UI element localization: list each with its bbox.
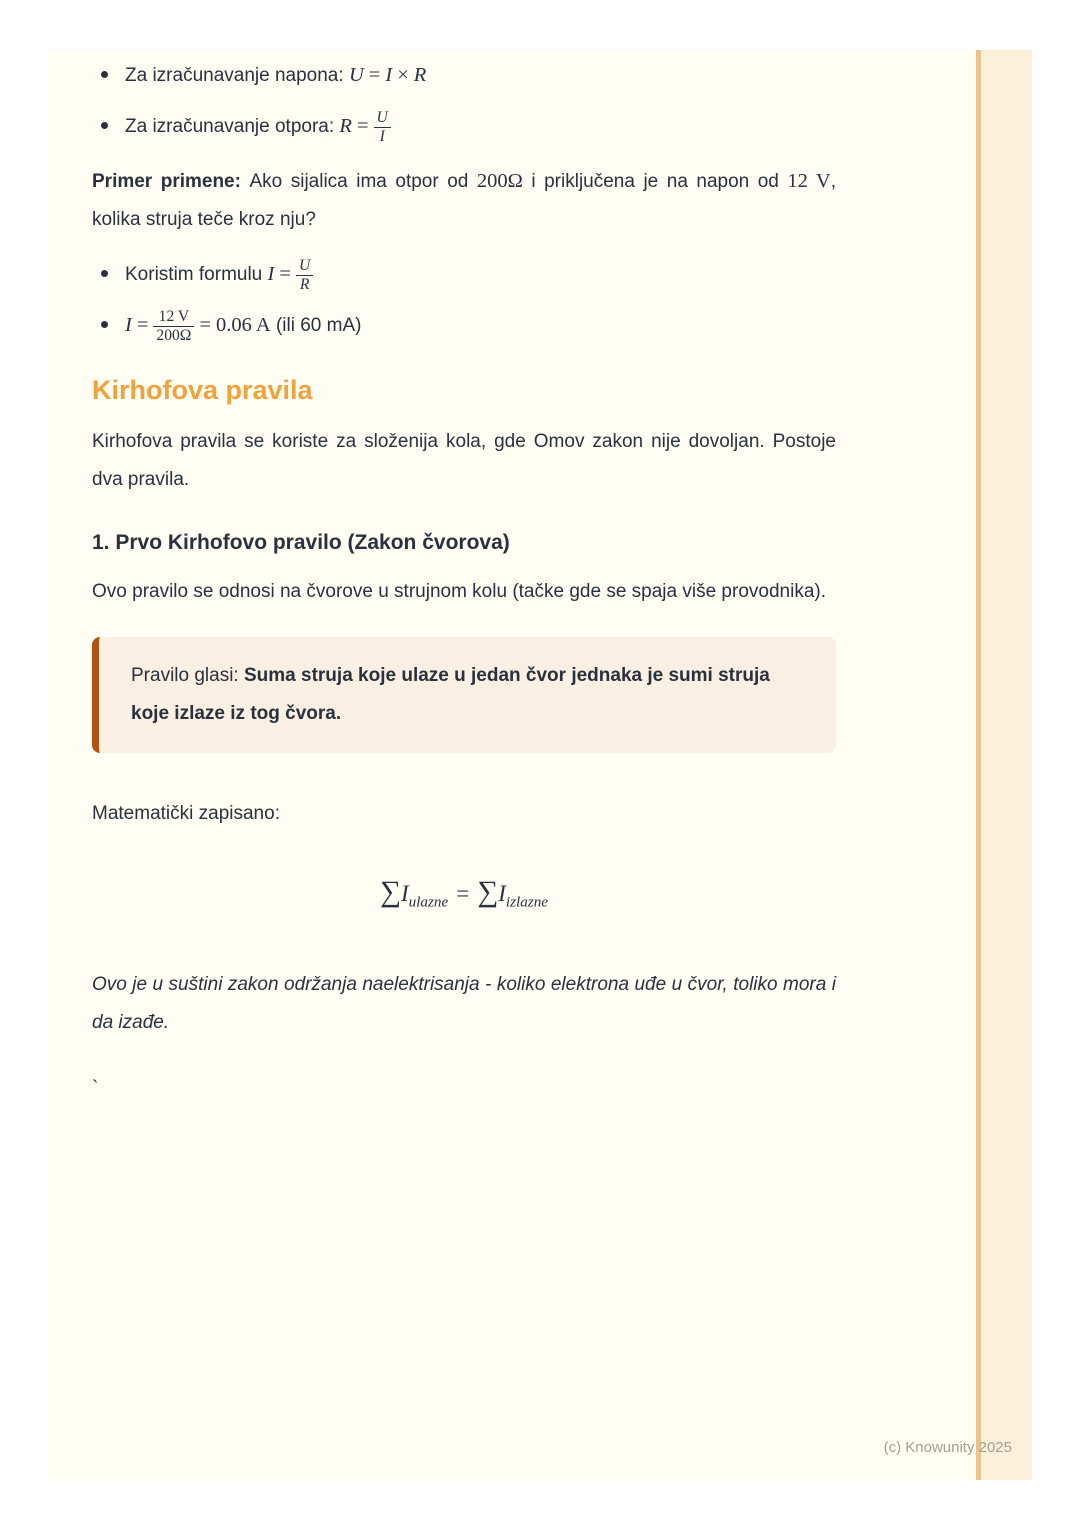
example-text: i priključena je na napon od [522,171,788,192]
math-op: = [199,314,211,336]
inline-formula [349,64,426,86]
math-var: I [385,64,393,86]
math-var: I [267,263,275,285]
math-value-volt: 12 V [787,170,831,192]
fraction-denominator: 200Ω [156,327,192,345]
bullet-dot [101,321,108,328]
bullet-dot [101,71,108,78]
callout-lead: Pravilo glasi: [131,665,244,686]
math-subscript: izlazne [505,893,549,911]
sum-operator: ∑ [477,876,499,908]
rule-description-paragraph: Ovo pravilo se odnosi na čvorove u strujnom kolu (tačke gde se spaja više provodnika). [92,581,826,602]
fraction-denominator: I [379,128,385,146]
math-var: U [348,64,364,86]
inline-formula [339,108,390,146]
stray-backtick: ` [92,1077,99,1099]
inline-formula [125,307,271,345]
list-item-label: Koristim formulu [125,264,268,285]
section-heading: Kirhofova pravila [92,375,313,405]
math-var: I [498,881,506,906]
math-var: I [400,881,409,906]
bullet-dot [101,270,108,277]
math-var: I [125,314,132,336]
kirchhoff-formula [92,873,836,922]
math-value-ohm: 200Ω [476,170,523,192]
math-fraction [374,109,391,146]
math-op: = [136,314,149,336]
list-item-label: Za izračunavanje napona: [125,65,349,86]
math-var: R [339,115,352,137]
bullet-list-solution [92,255,836,345]
bullet-list-formulas [92,56,836,146]
list-item [92,56,836,95]
example-text: , kolika struja teče kroz nju? [92,171,836,230]
example-lead: Primer primene: [92,171,250,192]
example-paragraph [92,162,836,239]
footer-copyright: (c) Knowunity 2025 [883,1439,1012,1456]
math-fraction [153,308,194,345]
math-op: = [368,64,381,86]
subsection-heading: 1. Prvo Kirhofovo pravilo (Zakon čvorova) [92,531,510,554]
callout-rule-text: Suma struja koje ulaze u jedan čvor jednaka je sumi struja koje izlaze iz tog čvora. [131,665,770,724]
conservation-note: Ovo je u suštini zakon održanja naelektrisanja - koliko elektrona uđe u čvor, toliko mora i da izađe. [92,973,836,1033]
list-item-label: Za izračunavanje otpora: [125,116,340,137]
fraction-numerator: U [296,257,313,276]
math-section-label: Matematički zapisano: [92,803,280,824]
fraction-numerator: U [374,109,391,128]
document-content [92,56,836,1108]
math-op: = [279,263,291,285]
section-intro-paragraph: Kirhofova pravila se koriste za složenija kola, gde Omov zakon nije dovoljan. Postoje dva pravila. [92,431,836,490]
fraction-numerator: 12 V [153,308,194,327]
math-op: = [456,881,470,906]
bullet-dot [101,122,108,129]
math-fraction [296,257,313,294]
rule-callout [92,637,836,753]
result-alt-unit: (ili 60 mA) [270,315,362,336]
list-item [92,306,836,345]
list-item [92,107,836,146]
document-page-card [48,50,1032,1480]
math-subscript: ulazne [408,893,449,911]
right-decor-panel [976,50,1032,1480]
example-text: Ako sijalica ima otpor od [249,171,477,192]
math-op: × [397,64,409,86]
sum-operator: ∑ [379,876,401,908]
list-item [92,255,836,294]
math-op: = [356,115,369,137]
fraction-denominator: R [299,276,310,294]
math-var: R [413,64,427,86]
math-result: 0.06 A [215,314,271,336]
inline-formula [267,256,314,294]
